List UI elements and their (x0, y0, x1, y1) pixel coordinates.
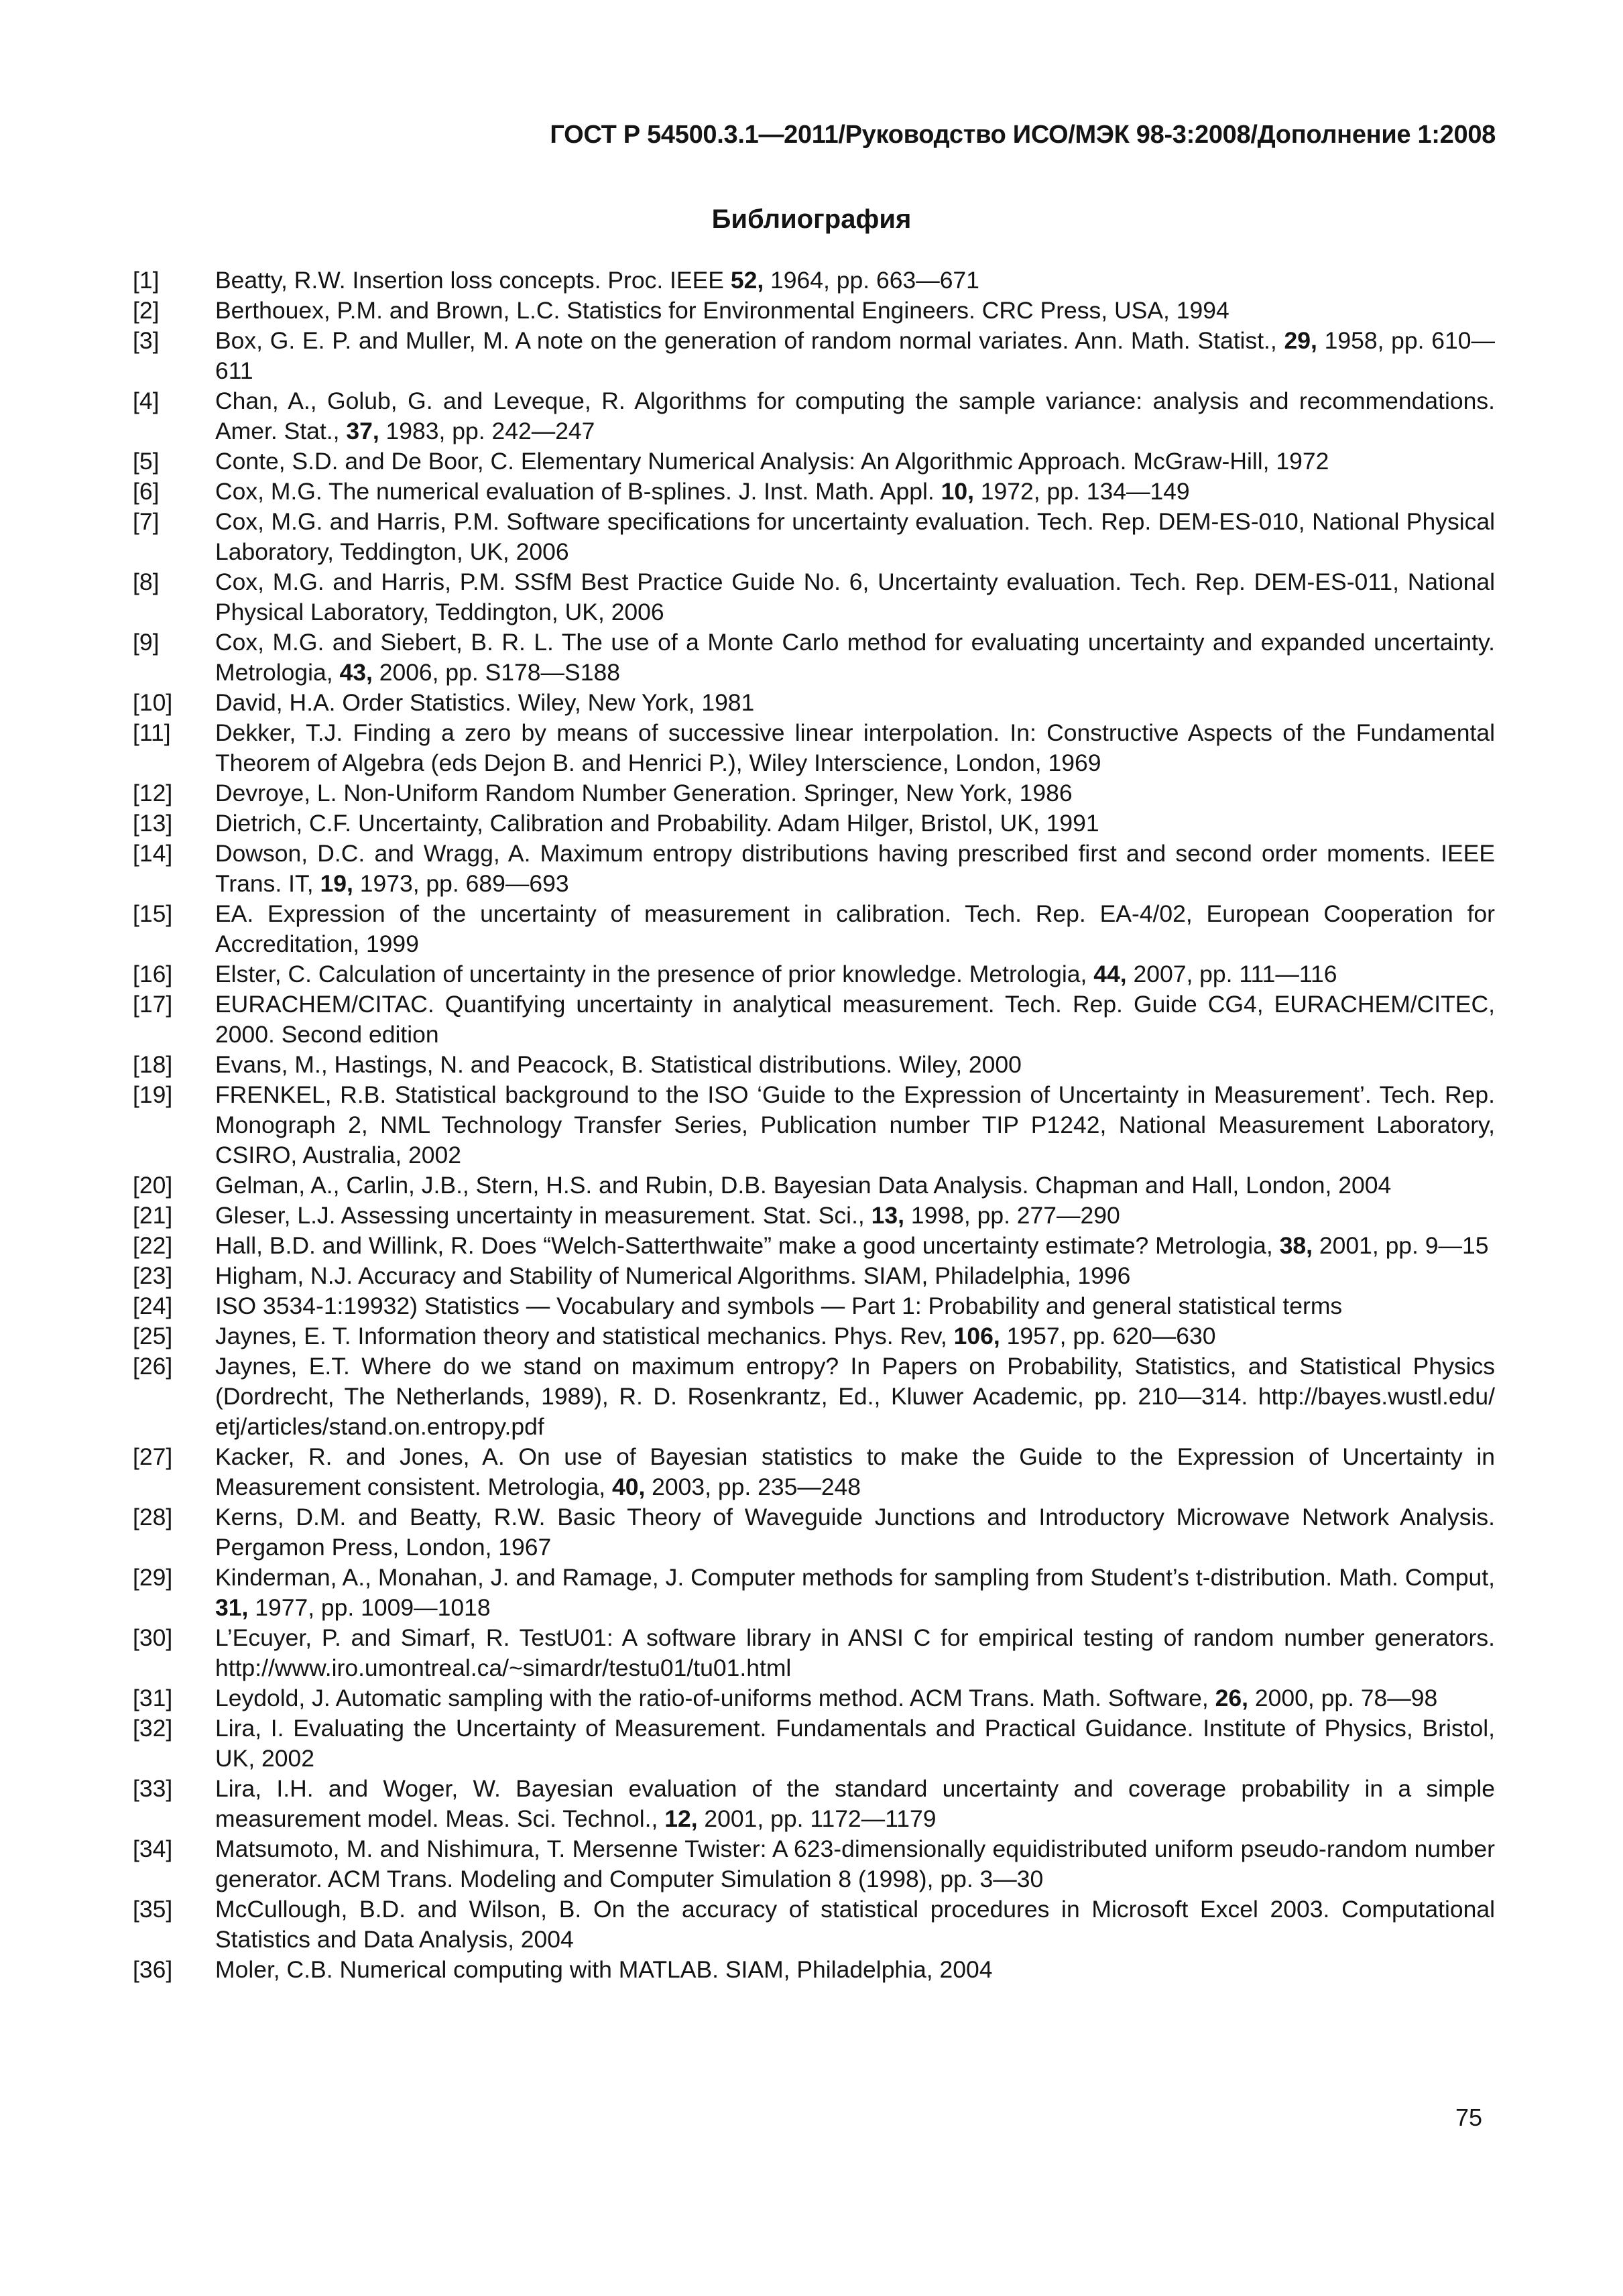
reference-text-part: Kinderman, A., Monahan, J. and Ramage, J. Computer methods for sampling from Student’s t-distribution. Math. Comput, (215, 1564, 1495, 1591)
reference-text (215, 1050, 1495, 1080)
reference-number: [30] (133, 1624, 173, 1651)
reference-text (215, 1623, 1495, 1683)
reference-text-part: 2006, pp. S178—S188 (372, 659, 620, 686)
reference-volume: 40, (611, 1473, 646, 1500)
reference-volume: 10, (941, 478, 974, 505)
bibliography-list (133, 265, 1495, 1985)
reference-number: [20] (133, 1172, 173, 1199)
reference-number: [5] (133, 448, 160, 475)
reference-item (133, 386, 1495, 446)
reference-text (215, 1955, 1495, 1985)
reference-text (215, 386, 1495, 446)
reference-number: [36] (133, 1956, 173, 1983)
reference-item (133, 1774, 1495, 1834)
reference-number: [9] (133, 629, 160, 656)
reference-volume: 106, (953, 1323, 1000, 1349)
reference-text (215, 808, 1495, 839)
reference-item (133, 778, 1495, 808)
reference-item (133, 265, 1495, 296)
reference-text-part: 1957, pp. 620—630 (1000, 1323, 1216, 1349)
reference-volume: 26, (1215, 1685, 1249, 1711)
reference-text-part: 2000, pp. 78—98 (1248, 1685, 1438, 1711)
reference-item (133, 627, 1495, 688)
reference-item (133, 1623, 1495, 1683)
reference-text-part: 1983, pp. 242—247 (379, 418, 595, 444)
reference-number: [13] (133, 810, 173, 837)
reference-text-part: 1998, pp. 277—290 (904, 1202, 1120, 1229)
reference-number: [11] (133, 719, 171, 746)
reference-text-part: 2007, pp. 111—116 (1126, 961, 1337, 987)
reference-text-part: Dekker, T.J. Finding a zero by means of successive linear interpolation. In: Constructive Aspects of the Fundamental Theorem of Algebra (eds Dejon B. and Henrici P.), Wiley Interscience, London, 1969 (215, 719, 1495, 776)
reference-text-part: 1973, pp. 689—693 (353, 870, 569, 897)
reference-number: [23] (133, 1262, 173, 1289)
reference-text-part: ISO 3534-1:19932) Statistics — Vocabulary and symbols — Part 1: Probability and general statistical terms (215, 1292, 1343, 1319)
reference-text-part: L’Ecuyer, P. and Simarf, R. TestU01: A software library in ANSI C for empirical testing of random number generators. http://www.iro.umontreal.ca/~simardr/testu01/tu01.html (215, 1624, 1495, 1681)
reference-item (133, 1321, 1495, 1351)
reference-text-part: Jaynes, E. T. Information theory and statistical mechanics. Phys. Rev, (215, 1323, 954, 1349)
reference-text (215, 959, 1495, 989)
reference-text-part: Evans, M., Hastings, N. and Peacock, B. Statistical distributions. Wiley, 2000 (215, 1051, 1022, 1078)
page-number: 75 (1455, 2104, 1482, 2131)
reference-text (215, 1774, 1495, 1834)
reference-text (215, 1683, 1495, 1713)
reference-item (133, 1080, 1495, 1170)
reference-text (215, 1894, 1495, 1955)
reference-text (215, 1321, 1495, 1351)
reference-text-part: Gelman, A., Carlin, J.B., Stern, H.S. and Rubin, D.B. Bayesian Data Analysis. Chapman and Hall, London, 2004 (215, 1172, 1392, 1199)
reference-text (215, 296, 1495, 326)
reference-text-part: EURACHEM/CITAC. Quantifying uncertainty in analytical measurement. Tech. Rep. Guide CG4, EURACHEM/CITEC, 2000. Second edition (215, 991, 1495, 1048)
reference-text-part: Higham, N.J. Accuracy and Stability of Numerical Algorithms. SIAM, Philadelphia, 1996 (215, 1262, 1131, 1289)
reference-text-part: Jaynes, E.T. Where do we stand on maximum entropy? In Papers on Probability, Statistics, and Statistical Physics (Dordrecht, The Netherlands, 1989), R. D. Rosenkrantz, Ed., Kluwer Academic, pp. 210—314. http://bayes.wustl.edu/ etj/articles/stand.on.entropy.pdf (215, 1353, 1495, 1440)
reference-item (133, 567, 1495, 627)
reference-number: [10] (133, 689, 173, 716)
reference-number: [27] (133, 1443, 173, 1470)
reference-text (215, 1201, 1495, 1231)
reference-text (215, 1231, 1495, 1261)
reference-volume: 37, (346, 418, 379, 444)
reference-text (215, 1170, 1495, 1201)
reference-number: [32] (133, 1715, 173, 1742)
reference-text (215, 1291, 1495, 1321)
reference-number: [25] (133, 1323, 173, 1349)
reference-text-part: Kacker, R. and Jones, A. On use of Bayesian statistics to make the Guide to the Expression of Uncertainty in Measurement consistent. Metrologia, (215, 1443, 1495, 1500)
reference-text (215, 627, 1495, 688)
reference-item (133, 688, 1495, 718)
reference-text-part: 1958, pp. 610—611 (215, 327, 1495, 384)
reference-text-part: Hall, B.D. and Willink, R. Does “Welch-Satterthwaite” make a good uncertainty estimate? Metrologia, (215, 1232, 1280, 1259)
reference-item (133, 1955, 1495, 1985)
reference-item (133, 989, 1495, 1050)
reference-volume: 38, (1279, 1232, 1313, 1259)
reference-text-part: 1964, pp. 663—671 (764, 267, 979, 294)
reference-item (133, 477, 1495, 507)
reference-item (133, 1050, 1495, 1080)
reference-text (215, 1834, 1495, 1894)
reference-text-part: Moler, C.B. Numerical computing with MATLAB. SIAM, Philadelphia, 2004 (215, 1956, 993, 1983)
reference-number: [3] (133, 327, 160, 354)
reference-number: [24] (133, 1292, 173, 1319)
reference-text-part: 2003, pp. 235—248 (645, 1473, 861, 1500)
reference-text (215, 1080, 1495, 1170)
reference-number: [6] (133, 478, 160, 505)
reference-volume: 43, (339, 659, 373, 686)
reference-text-part: Kerns, D.M. and Beatty, R.W. Basic Theory of Waveguide Junctions and Introductory Microwave Network Analysis. Pergamon Press, London, 1967 (215, 1504, 1495, 1561)
reference-item (133, 1291, 1495, 1321)
reference-volume: 12, (664, 1805, 698, 1832)
reference-text-part: Cox, M.G. and Harris, P.M. SSfM Best Practice Guide No. 6, Uncertainty evaluation. Tech. Rep. DEM-ES-011, National Physical Laboratory, Teddington, UK, 2006 (215, 568, 1495, 625)
reference-text-part: Dowson, D.C. and Wragg, A. Maximum entropy distributions having prescribed first and second order moments. IEEE Trans. IT, (215, 840, 1495, 897)
reference-number: [28] (133, 1504, 173, 1530)
reference-item (133, 446, 1495, 477)
reference-item (133, 1201, 1495, 1231)
reference-item (133, 899, 1495, 959)
reference-text (215, 326, 1495, 386)
reference-item (133, 1894, 1495, 1955)
page-title: Библиография (711, 204, 912, 234)
reference-text-part: EA. Expression of the uncertainty of measurement in calibration. Tech. Rep. EA-4/02, European Cooperation for Accreditation, 1999 (215, 900, 1495, 957)
reference-text-part: 1977, pp. 1009—1018 (248, 1594, 491, 1621)
reference-text-part: 2001, pp. 9—15 (1313, 1232, 1489, 1259)
reference-text (215, 839, 1495, 899)
reference-text (215, 507, 1495, 567)
reference-item (133, 1231, 1495, 1261)
reference-text-part: Devroye, L. Non-Uniform Random Number Generation. Springer, New York, 1986 (215, 780, 1073, 806)
reference-item (133, 839, 1495, 899)
reference-item (133, 1261, 1495, 1291)
reference-text (215, 899, 1495, 959)
reference-volume: 29, (1284, 327, 1317, 354)
reference-text (215, 1261, 1495, 1291)
reference-number: [12] (133, 780, 173, 806)
reference-item (133, 296, 1495, 326)
reference-number: [19] (133, 1081, 173, 1108)
reference-volume: 31, (215, 1594, 249, 1621)
reference-text-part: Cox, M.G. The numerical evaluation of B-splines. J. Inst. Math. Appl. (215, 478, 941, 505)
reference-text (215, 688, 1495, 718)
reference-number: [4] (133, 387, 160, 414)
reference-text (215, 265, 1495, 296)
reference-text-part: McCullough, B.D. and Wilson, B. On the accuracy of statistical procedures in Microsoft Excel 2003. Computational Statistics and Data Analysis, 2004 (215, 1896, 1495, 1953)
reference-item (133, 1683, 1495, 1713)
reference-volume: 19, (320, 870, 353, 897)
reference-text (215, 989, 1495, 1050)
reference-item (133, 718, 1495, 778)
reference-text (215, 1502, 1495, 1563)
reference-text-part: Lira, I. Evaluating the Uncertainty of Measurement. Fundamentals and Practical Guidance. Institute of Physics, Bristol, UK, 2002 (215, 1715, 1495, 1772)
reference-number: [16] (133, 961, 173, 987)
reference-text-part: Matsumoto, M. and Nishimura, T. Mersenne Twister: A 623-dimensionally equidistributed uniform pseudo-random number generator. ACM Trans. Modeling and Computer Simulation 8 (1998), pp. 3—30 (215, 1835, 1495, 1892)
reference-text-part: Beatty, R.W. Insertion loss concepts. Proc. IEEE (215, 267, 731, 294)
reference-text-part: 2001, pp. 1172—1179 (697, 1805, 937, 1832)
reference-number: [31] (133, 1685, 173, 1711)
reference-item (133, 326, 1495, 386)
reference-number: [17] (133, 991, 173, 1018)
reference-text-part: Cox, M.G. and Harris, P.M. Software specifications for uncertainty evaluation. Tech. Rep. DEM-ES-010, National Physical Laboratory, Teddington, UK, 2006 (215, 508, 1495, 565)
reference-text-part: Dietrich, C.F. Uncertainty, Calibration and Probability. Adam Hilger, Bristol, UK, 1991 (215, 810, 1099, 837)
reference-item (133, 1502, 1495, 1563)
reference-number: [34] (133, 1835, 173, 1862)
reference-number: [7] (133, 508, 160, 535)
reference-number: [29] (133, 1564, 173, 1591)
reference-text (215, 1442, 1495, 1502)
reference-text-part: Lira, I.H. and Woger, W. Bayesian evaluation of the standard uncertainty and coverage probability in a simple measurement model. Meas. Sci. Technol., (215, 1775, 1495, 1832)
reference-text-part: Conte, S.D. and De Boor, C. Elementary Numerical Analysis: An Algorithmic Approach. McGraw-Hill, 1972 (215, 448, 1329, 475)
reference-number: [18] (133, 1051, 173, 1078)
reference-number: [35] (133, 1896, 173, 1923)
reference-item (133, 808, 1495, 839)
reference-text-part: 1972, pp. 134—149 (973, 478, 1190, 505)
reference-text-part: Chan, A., Golub, G. and Leveque, R. Algorithms for computing the sample variance: analysis and recommendations. Amer. Stat., (215, 387, 1495, 444)
reference-number: [21] (133, 1202, 173, 1229)
reference-text (215, 477, 1495, 507)
reference-volume: 52, (730, 267, 764, 294)
reference-number: [14] (133, 840, 173, 867)
reference-text-part: FRENKEL, R.B. Statistical background to the ISO ‘Guide to the Expression of Uncertainty in Measurement’. Tech. Rep. Monograph 2, NML Technology Transfer Series, Publication number TIP P1242, National Measurement Laboratory, CSIRO, Australia, 2002 (215, 1081, 1495, 1168)
reference-text-part: Leydold, J. Automatic sampling with the ratio-of-uniforms method. ACM Trans. Math. Software, (215, 1685, 1215, 1711)
reference-volume: 13, (871, 1202, 905, 1229)
reference-text-part: Box, G. E. P. and Muller, M. A note on the generation of random normal variates. Ann. Math. Statist., (215, 327, 1284, 354)
reference-volume: 44, (1093, 961, 1127, 987)
reference-text-part: Cox, M.G. and Siebert, B. R. L. The use of a Monte Carlo method for evaluating uncertainty and expanded uncertainty. Metrologia, (215, 629, 1495, 686)
reference-number: [33] (133, 1775, 173, 1802)
reference-text (215, 718, 1495, 778)
reference-text-part: David, H.A. Order Statistics. Wiley, New York, 1981 (215, 689, 755, 716)
reference-item (133, 1834, 1495, 1894)
reference-number: [2] (133, 297, 160, 324)
reference-text (215, 778, 1495, 808)
page-header: ГОСТ Р 54500.3.1—2011/Руководство ИСО/МЭК 98-3:2008/Дополнение 1:2008 (550, 121, 1496, 149)
reference-text (215, 567, 1495, 627)
reference-number: [1] (133, 267, 160, 294)
reference-text (215, 1563, 1495, 1623)
reference-item (133, 959, 1495, 989)
reference-item (133, 1351, 1495, 1442)
reference-number: [15] (133, 900, 173, 927)
reference-text (215, 446, 1495, 477)
reference-text-part: Elster, C. Calculation of uncertainty in the presence of prior knowledge. Metrologia, (215, 961, 1094, 987)
reference-item (133, 1442, 1495, 1502)
reference-item (133, 1563, 1495, 1623)
reference-text-part: Berthouex, P.M. and Brown, L.C. Statistics for Environmental Engineers. CRC Press, USA, 1994 (215, 297, 1229, 324)
reference-number: [26] (133, 1353, 173, 1380)
reference-item (133, 1713, 1495, 1774)
reference-text (215, 1351, 1495, 1442)
reference-text (215, 1713, 1495, 1774)
reference-number: [22] (133, 1232, 173, 1259)
reference-item (133, 507, 1495, 567)
reference-number: [8] (133, 568, 160, 595)
reference-item (133, 1170, 1495, 1201)
reference-text-part: Gleser, L.J. Assessing uncertainty in measurement. Stat. Sci., (215, 1202, 871, 1229)
